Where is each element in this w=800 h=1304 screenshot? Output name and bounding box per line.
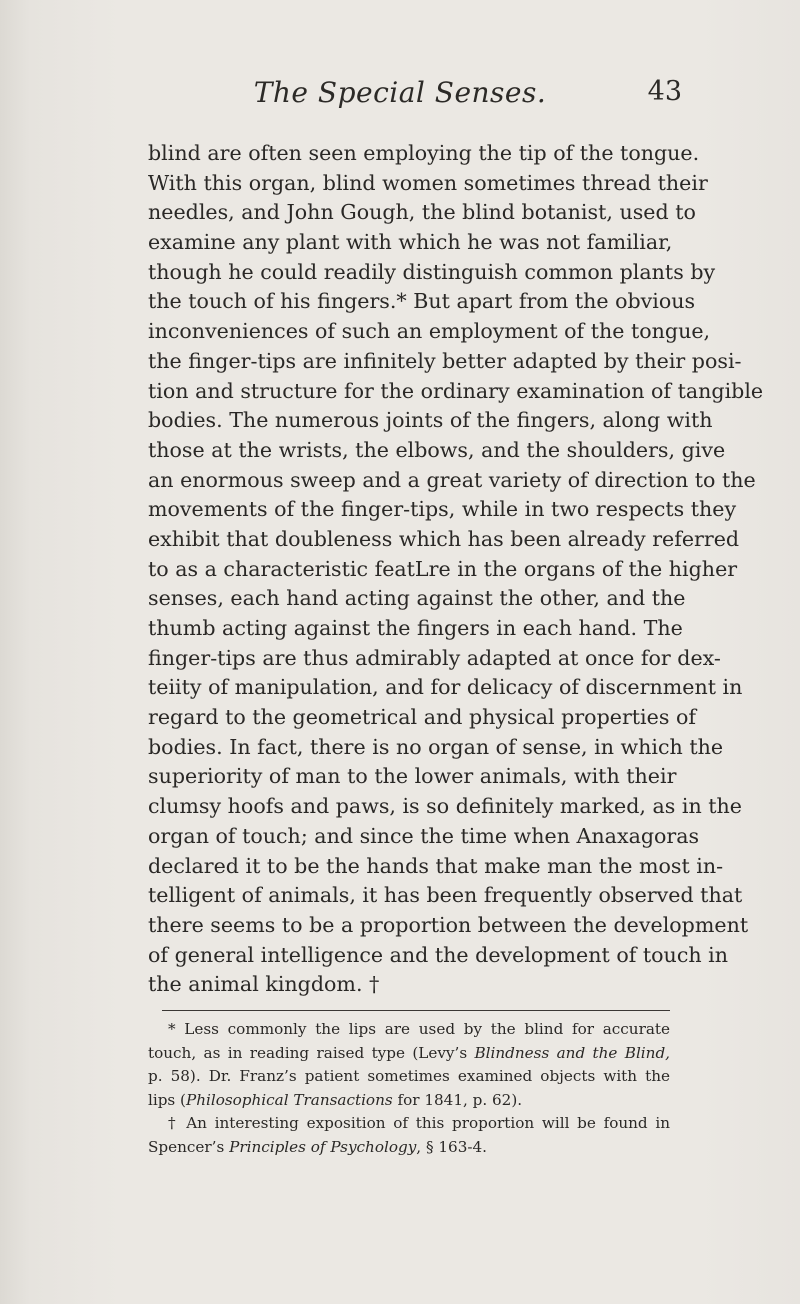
footnote-line xyxy=(148,1042,670,1066)
body-line: organ of touch; and since the time when Anaxagoras xyxy=(148,823,700,848)
running-head: The Special Senses. xyxy=(253,76,547,109)
body-line: examine any plant with which he was not familiar, xyxy=(148,230,673,255)
body-line: thumb acting against the fingers in each hand. The xyxy=(148,616,683,640)
body-line: there seems to be a proportion between the development xyxy=(148,912,749,937)
body-line: inconveniences of such an employment of the tongue, xyxy=(148,319,711,344)
body-line: of general intelligence and the development of touch in xyxy=(148,942,729,967)
footnote-text: touch, as in reading raised type (Levy’s xyxy=(148,1043,475,1062)
body-line: the finger-tips are infinitely better adapted by their posi- xyxy=(148,348,742,373)
footnote-title: Philosophical Transactions xyxy=(185,1090,393,1109)
body-line: to as a characteristic featLre in the organs of the higher xyxy=(148,556,738,581)
body-line: those at the wrists, the elbows, and the shoulders, give xyxy=(148,437,726,462)
footnote-text: , § 163-4. xyxy=(416,1137,487,1156)
body-line: regard to the geometrical and physical properties of xyxy=(148,705,696,730)
body-line: declared it to be the hands that make man the most in- xyxy=(148,853,724,878)
body-text xyxy=(148,139,764,1000)
footnote-line: † An interesting exposition of this proportion will be found in xyxy=(168,1114,670,1132)
footnote-line: p. 58). Dr. Franz’s patient sometimes examined objects with the xyxy=(148,1067,670,1085)
body-line: needles, and John Gough, the blind botanist, used to xyxy=(148,200,696,225)
body-line: With this organ, blind women sometimes thread their xyxy=(148,170,708,195)
body-line: superiority of man to the lower animals, with their xyxy=(148,764,677,789)
body-line: blind are often seen employing the tip of the tongue. xyxy=(148,141,700,165)
footnote-title: Principles of Psychology xyxy=(229,1137,417,1156)
footnotes xyxy=(148,1018,670,1159)
footnote-title: Blindness and the Blind, xyxy=(474,1043,670,1062)
body-line: telligent of animals, it has been frequently observed that xyxy=(148,883,743,908)
body-line: senses, each hand acting against the other, and the xyxy=(148,586,686,611)
footnote-text: Spencer’s xyxy=(148,1137,230,1156)
body-line: an enormous sweep and a great variety of direction to the xyxy=(148,467,756,492)
body-line: exhibit that doubleness which has been already referred xyxy=(148,526,740,551)
body-line: though he could readily distinguish common plants by xyxy=(148,259,716,284)
body-line: the touch of his fingers.* But apart from the obvious xyxy=(148,289,696,314)
page-header xyxy=(0,76,800,116)
footnote-line xyxy=(148,1136,670,1160)
body-line: bodies. The numerous joints of the fingers, along with xyxy=(148,408,713,433)
body-line: movements of the finger-tips, while in two respects they xyxy=(148,497,737,522)
footnote-text: lips ( xyxy=(148,1090,186,1109)
footnote-text: for 1841, p. 62). xyxy=(392,1090,523,1109)
page-number: 43 xyxy=(647,76,682,107)
body-line: tion and structure for the ordinary examination of tangible xyxy=(148,378,764,403)
body-line: teiity of manipulation, and for delicacy of discernment in xyxy=(148,675,743,700)
body-line: the animal kingdom. † xyxy=(148,972,380,997)
footnote-line xyxy=(148,1089,670,1113)
body-line: finger-tips are thus admirably adapted at once for dex- xyxy=(148,645,721,670)
footnote-line: * Less commonly the lips are used by the blind for accurate xyxy=(168,1020,670,1038)
body-line: clumsy hoofs and paws, is so definitely marked, as in the xyxy=(148,794,742,819)
body-line: bodies. In fact, there is no organ of sense, in which the xyxy=(148,734,724,759)
footnote-rule xyxy=(162,1010,670,1011)
